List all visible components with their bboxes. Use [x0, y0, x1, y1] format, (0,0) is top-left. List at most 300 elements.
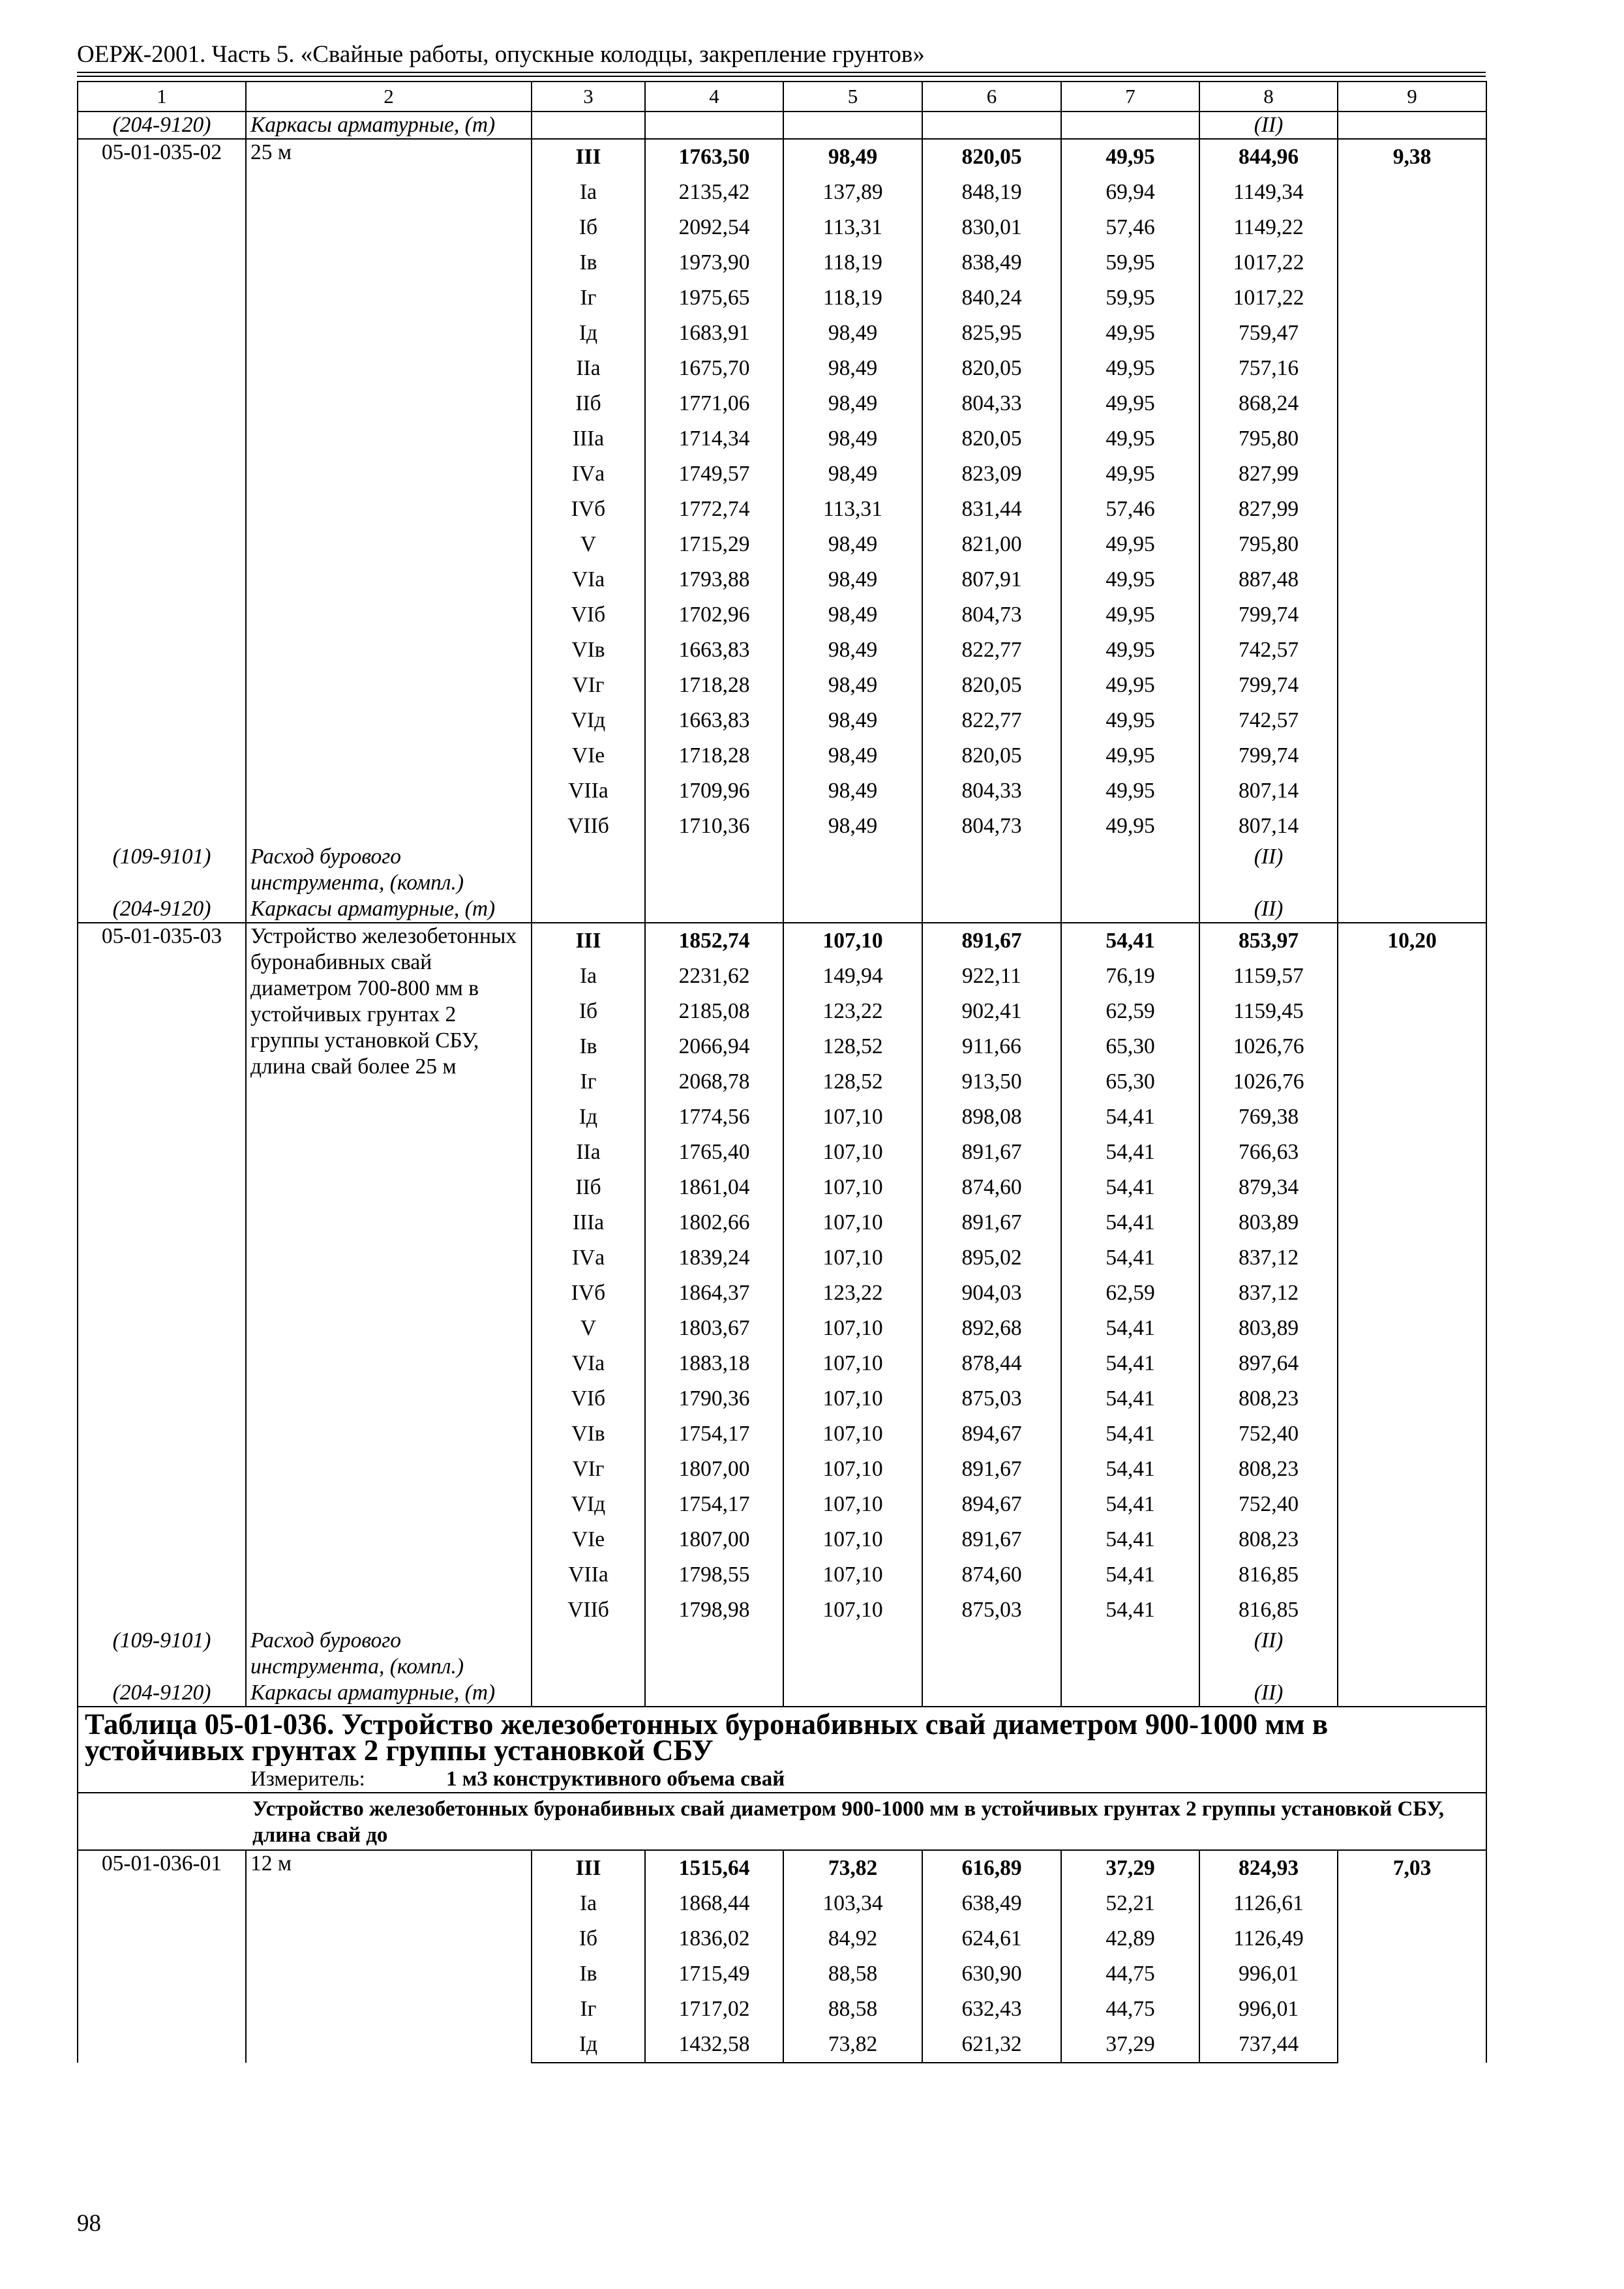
price-value: 996,01 — [1199, 1956, 1338, 1992]
column-number: 9 — [1338, 82, 1486, 112]
zone-label: VIг — [532, 1452, 645, 1487]
price-value: 1836,02 — [645, 1921, 783, 1956]
page-number: 98 — [77, 2210, 101, 2237]
price-value: 820,05 — [922, 351, 1061, 386]
zone-label: Iд — [532, 2027, 645, 2063]
price-value: 799,74 — [1199, 597, 1338, 633]
price-value: 73,82 — [783, 2027, 922, 2063]
price-value: 1793,88 — [645, 562, 783, 597]
price-value: 44,75 — [1061, 1956, 1199, 1992]
table-row — [78, 139, 1486, 175]
empty-cell — [783, 1680, 922, 1707]
price-value: 49,95 — [1061, 386, 1199, 421]
zone-label: VIг — [532, 668, 645, 703]
resource-name: Каркасы арматурные, (т) — [246, 112, 532, 139]
price-value: 49,95 — [1061, 703, 1199, 738]
resource-code: (204-9120) — [78, 896, 246, 923]
price-value: 808,23 — [1199, 1381, 1338, 1416]
price-value: 62,59 — [1061, 994, 1199, 1029]
price-value: 752,40 — [1199, 1416, 1338, 1452]
zone-label: Iа — [532, 959, 645, 994]
price-value: 795,80 — [1199, 527, 1338, 562]
empty-cell — [532, 1628, 645, 1680]
price-value: 59,95 — [1061, 245, 1199, 280]
price-value: 902,41 — [922, 994, 1061, 1029]
price-value: 824,93 — [1199, 1850, 1338, 1886]
rate-code: 05-01-035-02 — [78, 139, 246, 844]
price-value: 113,31 — [783, 210, 922, 245]
zone-label: Iг — [532, 280, 645, 316]
column-number: 6 — [922, 82, 1061, 112]
zone-label: Iв — [532, 1956, 645, 1992]
price-value: 804,73 — [922, 809, 1061, 844]
price-value: 98,49 — [783, 456, 922, 492]
price-value: 1702,96 — [645, 597, 783, 633]
price-value: 632,43 — [922, 1992, 1061, 2027]
price-value: 853,97 — [1199, 923, 1338, 959]
empty-cell — [1338, 1680, 1486, 1707]
measure-row — [78, 1766, 1486, 1793]
resource-name: Каркасы арматурные, (т) — [246, 896, 532, 923]
price-value: 891,67 — [922, 1452, 1061, 1487]
empty-cell — [783, 1628, 922, 1680]
price-value: 820,05 — [922, 421, 1061, 456]
price-value: 1432,58 — [645, 2027, 783, 2063]
price-value: 2092,54 — [645, 210, 783, 245]
empty-cell — [645, 1628, 783, 1680]
zone-label: VIа — [532, 562, 645, 597]
price-value: 769,38 — [1199, 1100, 1338, 1135]
price-value: 1126,49 — [1199, 1921, 1338, 1956]
resource-code: (204-9120) — [78, 1680, 246, 1707]
zone-label: IIб — [532, 1170, 645, 1205]
rates-table — [77, 81, 1487, 2063]
price-value: 616,89 — [922, 1850, 1061, 1886]
rate-name: 12 м — [246, 1850, 532, 2063]
price-value: 1852,74 — [645, 923, 783, 959]
resource-row — [78, 896, 1486, 923]
price-value: 1149,34 — [1199, 175, 1338, 210]
resource-class: (II) — [1199, 844, 1338, 896]
price-value: 107,10 — [783, 1522, 922, 1557]
price-value: 149,94 — [783, 959, 922, 994]
zone-label: Iа — [532, 1886, 645, 1921]
zone-label: IIIа — [532, 421, 645, 456]
table-row — [78, 923, 1486, 959]
price-value: 49,95 — [1061, 668, 1199, 703]
price-value: 1861,04 — [645, 1170, 783, 1205]
price-value: 807,14 — [1199, 773, 1338, 809]
price-value: 113,31 — [783, 492, 922, 527]
empty-cell — [645, 112, 783, 139]
price-value: 54,41 — [1061, 1346, 1199, 1381]
price-value: 898,08 — [922, 1100, 1061, 1135]
empty-cell — [645, 896, 783, 923]
price-value: 1718,28 — [645, 668, 783, 703]
price-value: 1774,56 — [645, 1100, 783, 1135]
zone-label: Iг — [532, 1064, 645, 1100]
zone-label: Iд — [532, 316, 645, 351]
empty-cell — [922, 844, 1061, 896]
price-value: 737,44 — [1199, 2027, 1338, 2063]
price-value: 54,41 — [1061, 1416, 1199, 1452]
price-value: 757,16 — [1199, 351, 1338, 386]
price-value: 54,41 — [1061, 1487, 1199, 1522]
empty-cell — [922, 112, 1061, 139]
price-value: 128,52 — [783, 1064, 922, 1100]
zone-label: IVа — [532, 1240, 645, 1276]
price-value: 879,34 — [1199, 1170, 1338, 1205]
price-value: 1718,28 — [645, 738, 783, 773]
price-value: 54,41 — [1061, 1240, 1199, 1276]
price-value: 49,95 — [1061, 527, 1199, 562]
price-value: 54,41 — [1061, 1135, 1199, 1170]
price-value: 1973,90 — [645, 245, 783, 280]
resource-name: Каркасы арматурные, (т) — [246, 1680, 532, 1707]
price-value: 62,59 — [1061, 1276, 1199, 1311]
labor-value: 9,38 — [1338, 139, 1486, 844]
price-value: 107,10 — [783, 1100, 922, 1135]
price-value: 807,91 — [922, 562, 1061, 597]
price-value: 742,57 — [1199, 633, 1338, 668]
resource-code: (109-9101) — [78, 1628, 246, 1680]
price-value: 875,03 — [922, 1593, 1061, 1628]
price-value: 65,30 — [1061, 1064, 1199, 1100]
price-value: 98,49 — [783, 351, 922, 386]
price-value: 54,41 — [1061, 1557, 1199, 1593]
empty-cell — [645, 1680, 783, 1707]
price-value: 1149,22 — [1199, 210, 1338, 245]
empty-cell — [1338, 1628, 1486, 1680]
price-value: 98,49 — [783, 527, 922, 562]
empty-cell — [783, 844, 922, 896]
zone-label: IVб — [532, 492, 645, 527]
price-value: 766,63 — [1199, 1135, 1338, 1170]
price-value: 1798,55 — [645, 1557, 783, 1593]
price-value: 799,74 — [1199, 668, 1338, 703]
price-value: 911,66 — [922, 1029, 1061, 1064]
price-value: 804,33 — [922, 386, 1061, 421]
price-value: 1026,76 — [1199, 1029, 1338, 1064]
price-value: 54,41 — [1061, 1593, 1199, 1628]
rate-code: 05-01-036-01 — [78, 1850, 246, 2063]
zone-label: VIв — [532, 1416, 645, 1452]
price-value: 1515,64 — [645, 1850, 783, 1886]
price-value: 2066,94 — [645, 1029, 783, 1064]
price-value: 65,30 — [1061, 1029, 1199, 1064]
price-value: 1749,57 — [645, 456, 783, 492]
price-value: 49,95 — [1061, 562, 1199, 597]
empty-cell — [783, 112, 922, 139]
price-value: 804,73 — [922, 597, 1061, 633]
zone-label: IVа — [532, 456, 645, 492]
price-value: 821,00 — [922, 527, 1061, 562]
empty-cell — [1061, 1680, 1199, 1707]
price-value: 891,67 — [922, 923, 1061, 959]
empty-cell — [1338, 844, 1486, 896]
price-value: 98,49 — [783, 421, 922, 456]
price-value: 891,67 — [922, 1205, 1061, 1240]
price-value: 2068,78 — [645, 1064, 783, 1100]
table-title: Таблица 05-01-036. Устройство железобетонных буронабивных свай диаметром 900-1000 мм в устойчивых грунтах 2 группы установкой СБУ — [78, 1707, 1486, 1766]
price-value: 107,10 — [783, 1205, 922, 1240]
column-number: 3 — [532, 82, 645, 112]
column-number: 4 — [645, 82, 783, 112]
price-value: 831,44 — [922, 492, 1061, 527]
zone-label: III — [532, 139, 645, 175]
price-value: 1807,00 — [645, 1522, 783, 1557]
price-value: 107,10 — [783, 923, 922, 959]
empty-cell — [1061, 896, 1199, 923]
price-value: 49,95 — [1061, 316, 1199, 351]
zone-label: III — [532, 1850, 645, 1886]
price-value: 807,14 — [1199, 809, 1338, 844]
price-value: 1017,22 — [1199, 280, 1338, 316]
price-value: 2231,62 — [645, 959, 783, 994]
resource-code: (204-9120) — [78, 112, 246, 139]
zone-label: VIд — [532, 1487, 645, 1522]
price-value: 1663,83 — [645, 703, 783, 738]
price-value: 848,19 — [922, 175, 1061, 210]
price-value: 630,90 — [922, 1956, 1061, 1992]
price-value: 892,68 — [922, 1311, 1061, 1346]
measure-label: Измеритель: — [250, 1767, 365, 1791]
price-value: 57,46 — [1061, 492, 1199, 527]
price-value: 804,33 — [922, 773, 1061, 809]
empty-cell — [783, 896, 922, 923]
price-value: 1715,49 — [645, 1956, 783, 1992]
price-value: 98,49 — [783, 738, 922, 773]
price-value: 894,67 — [922, 1487, 1061, 1522]
price-value: 897,64 — [1199, 1346, 1338, 1381]
header-rule — [77, 72, 1486, 77]
empty-cell — [532, 844, 645, 896]
price-value: 76,19 — [1061, 959, 1199, 994]
zone-label: V — [532, 1311, 645, 1346]
labor-value: 7,03 — [1338, 1850, 1486, 2063]
price-value: 1975,65 — [645, 280, 783, 316]
zone-label: VIв — [532, 633, 645, 668]
labor-value: 10,20 — [1338, 923, 1486, 1628]
price-value: 1790,36 — [645, 1381, 783, 1416]
price-value: 1026,76 — [1199, 1064, 1338, 1100]
price-value: 822,77 — [922, 633, 1061, 668]
price-value: 54,41 — [1061, 1522, 1199, 1557]
price-value: 799,74 — [1199, 738, 1338, 773]
price-value: 1126,61 — [1199, 1886, 1338, 1921]
price-value: 49,95 — [1061, 456, 1199, 492]
price-value: 1839,24 — [645, 1240, 783, 1276]
rate-name: 25 м — [246, 139, 532, 844]
price-value: 840,24 — [922, 280, 1061, 316]
section-heading: Устройство железобетонных буронабивных свай диаметром 900-1000 мм в устойчивых грунтах 2 группы установкой СБУ, длина свай до — [246, 1793, 1486, 1850]
price-value: 752,40 — [1199, 1487, 1338, 1522]
price-value: 107,10 — [783, 1452, 922, 1487]
price-value: 830,01 — [922, 210, 1061, 245]
rate-name: Устройство железобетонных буронабивных свай диаметром 700-800 мм в устойчивых грунтах 2 группы установкой СБУ, длина свай более 25 м — [246, 923, 532, 1628]
price-value: 1717,02 — [645, 1992, 783, 2027]
resource-row — [78, 1628, 1486, 1680]
zone-label: Iг — [532, 1992, 645, 2027]
price-value: 844,96 — [1199, 139, 1338, 175]
table-row — [78, 1850, 1486, 1886]
price-value: 820,05 — [922, 139, 1061, 175]
empty-cell — [1061, 1628, 1199, 1680]
price-value: 823,09 — [922, 456, 1061, 492]
price-value: 98,49 — [783, 668, 922, 703]
price-value: 137,89 — [783, 175, 922, 210]
zone-label: Iб — [532, 1921, 645, 1956]
section-heading-row — [78, 1793, 1486, 1850]
price-value: 42,89 — [1061, 1921, 1199, 1956]
empty-cell — [922, 1628, 1061, 1680]
price-value: 1868,44 — [645, 1886, 783, 1921]
price-value: 54,41 — [1061, 923, 1199, 959]
price-value: 52,21 — [1061, 1886, 1199, 1921]
price-value: 49,95 — [1061, 597, 1199, 633]
empty-cell — [532, 896, 645, 923]
price-value: 1709,96 — [645, 773, 783, 809]
resource-row — [78, 112, 1486, 139]
price-value: 49,95 — [1061, 809, 1199, 844]
empty-cell — [922, 1680, 1061, 1707]
price-value: 1715,29 — [645, 527, 783, 562]
measure-value: 1 м3 конструктивного объема свай — [446, 1767, 785, 1791]
price-value: 73,82 — [783, 1850, 922, 1886]
empty-cell — [922, 896, 1061, 923]
empty-cell — [532, 112, 645, 139]
price-value: 624,61 — [922, 1921, 1061, 1956]
column-number: 2 — [246, 82, 532, 112]
price-value: 820,05 — [922, 738, 1061, 773]
zone-label: Iб — [532, 210, 645, 245]
price-value: 1771,06 — [645, 386, 783, 421]
price-value: 1798,98 — [645, 1593, 783, 1628]
price-value: 37,29 — [1061, 2027, 1199, 2063]
resource-class: (II) — [1199, 112, 1338, 139]
price-value: 827,99 — [1199, 456, 1338, 492]
running-header: ОЕРЖ-2001. Часть 5. «Свайные работы, опускные колодцы, закрепление грунтов» — [77, 41, 925, 68]
price-value: 1683,91 — [645, 316, 783, 351]
price-value: 1807,00 — [645, 1452, 783, 1487]
price-value: 2135,42 — [645, 175, 783, 210]
resource-class: (II) — [1199, 1628, 1338, 1680]
zone-label: VIб — [532, 597, 645, 633]
price-value: 1754,17 — [645, 1487, 783, 1522]
price-value: 820,05 — [922, 668, 1061, 703]
empty-cell — [1338, 896, 1486, 923]
price-value: 118,19 — [783, 280, 922, 316]
price-value: 1159,45 — [1199, 994, 1338, 1029]
price-value: 1017,22 — [1199, 245, 1338, 280]
price-value: 891,67 — [922, 1522, 1061, 1557]
price-value: 59,95 — [1061, 280, 1199, 316]
price-value: 98,49 — [783, 316, 922, 351]
price-value: 1765,40 — [645, 1135, 783, 1170]
zone-label: Iд — [532, 1100, 645, 1135]
price-value: 107,10 — [783, 1593, 922, 1628]
price-value: 2185,08 — [645, 994, 783, 1029]
price-value: 904,03 — [922, 1276, 1061, 1311]
price-value: 1754,17 — [645, 1416, 783, 1452]
empty-cell — [1061, 112, 1199, 139]
zone-label: Iа — [532, 175, 645, 210]
resource-name: Расход бурового инструмента, (компл.) — [246, 844, 532, 896]
price-value: 891,67 — [922, 1135, 1061, 1170]
zone-label: IVб — [532, 1276, 645, 1311]
price-value: 98,49 — [783, 597, 922, 633]
price-value: 54,41 — [1061, 1311, 1199, 1346]
price-value: 57,46 — [1061, 210, 1199, 245]
zone-label: V — [532, 527, 645, 562]
price-value: 621,32 — [922, 2027, 1061, 2063]
price-value: 107,10 — [783, 1135, 922, 1170]
price-value: 107,10 — [783, 1381, 922, 1416]
price-value: 107,10 — [783, 1311, 922, 1346]
price-value: 107,10 — [783, 1346, 922, 1381]
table-title-row — [78, 1707, 1486, 1766]
zone-label: VIе — [532, 738, 645, 773]
zone-label: IIIа — [532, 1205, 645, 1240]
price-value: 868,24 — [1199, 386, 1338, 421]
price-value: 825,95 — [922, 316, 1061, 351]
price-value: 37,29 — [1061, 1850, 1199, 1886]
price-value: 913,50 — [922, 1064, 1061, 1100]
price-value: 123,22 — [783, 1276, 922, 1311]
price-value: 49,95 — [1061, 633, 1199, 668]
zone-label: VIIб — [532, 1593, 645, 1628]
price-value: 98,49 — [783, 633, 922, 668]
resource-row — [78, 1680, 1486, 1707]
zone-label: Iв — [532, 245, 645, 280]
measure — [78, 1766, 1486, 1793]
price-value: 54,41 — [1061, 1381, 1199, 1416]
price-value: 49,95 — [1061, 773, 1199, 809]
price-value: 1763,50 — [645, 139, 783, 175]
price-value: 1802,66 — [645, 1205, 783, 1240]
price-value: 808,23 — [1199, 1522, 1338, 1557]
price-value: 98,49 — [783, 703, 922, 738]
price-value: 822,77 — [922, 703, 1061, 738]
price-value: 98,49 — [783, 386, 922, 421]
empty-cell — [1338, 112, 1486, 139]
price-value: 69,94 — [1061, 175, 1199, 210]
column-number: 1 — [78, 82, 246, 112]
price-value: 1772,74 — [645, 492, 783, 527]
resource-class: (II) — [1199, 896, 1338, 923]
zone-label: VIд — [532, 703, 645, 738]
price-value: 128,52 — [783, 1029, 922, 1064]
resource-class: (II) — [1199, 1680, 1338, 1707]
empty-cell — [532, 1680, 645, 1707]
column-number: 8 — [1199, 82, 1338, 112]
price-value: 88,58 — [783, 1956, 922, 1992]
price-value: 1159,57 — [1199, 959, 1338, 994]
price-value: 98,49 — [783, 139, 922, 175]
price-value: 878,44 — [922, 1346, 1061, 1381]
rate-code: 05-01-035-03 — [78, 923, 246, 1628]
price-value: 816,85 — [1199, 1593, 1338, 1628]
price-value: 837,12 — [1199, 1240, 1338, 1276]
price-value: 54,41 — [1061, 1100, 1199, 1135]
price-value: 103,34 — [783, 1886, 922, 1921]
price-value: 887,48 — [1199, 562, 1338, 597]
price-value: 803,89 — [1199, 1311, 1338, 1346]
price-value: 107,10 — [783, 1170, 922, 1205]
price-value: 1663,83 — [645, 633, 783, 668]
price-value: 98,49 — [783, 773, 922, 809]
zone-label: Iв — [532, 1029, 645, 1064]
